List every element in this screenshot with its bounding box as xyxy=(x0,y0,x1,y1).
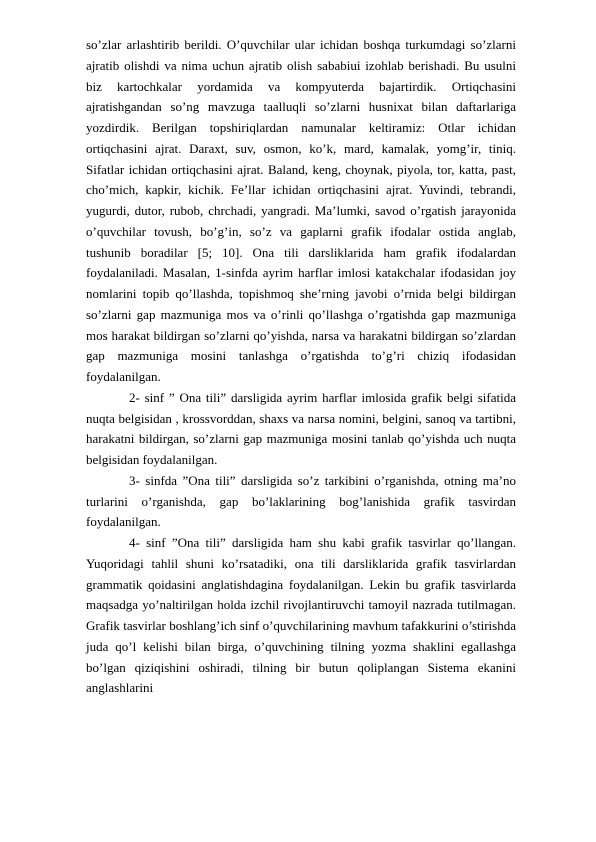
paragraph-grade-4: 4- sinf ”Ona tili” darsligida ham shu kabi grafik tasvirlar qo’llangan. Yuqoridagi tahlil shuni ko’rsatadiki, ona tili darsliklarida grafik tasvirlardan grammatik qoidasini anglatishdagina foydalanilgan. Lekin bu grafik tasvirlarda maqsadga yo’naltirilgan holda izchil rivojlantiruvchi tamoyil nazrada tutilmagan. Grafik tasvirlar boshlang’ich sinf o’quvchilarining mavhum tafakkurini o’stirishda juda qo’l kelishi bilan birga, o’quvchining tilning yozma shaklini egallashga bo’lgan qiziqishini oshiradi, tilning bir butun qoliplangan Sistema ekanini anglashlarini xyxy=(86,535,516,696)
document-page xyxy=(86,35,516,699)
paragraph-grade-3: 3- sinfda ”Ona tili” darsligida so’z tarkibini o’rganishda, otning ma’no turlarini o’rganishda, gap bo’laklarining bog’lanishida grafik tasvirdan foydalanilgan. xyxy=(86,472,516,530)
paragraph-continuation: so’zlar arlashtirib berildi. O’quvchilar ular ichidan boshqa turkumdagi so’zlarni ajratib olishdi va nima uchun ajratib olish sababiui izohlab berishadi. Bu usulni biz kartochkalar yordamida va kompyuterda bajartirdik. Ortiqchasini ajratishgandan so’ng mavzuga taalluqli so’zlarni husnixat bilan daftarlariga yozdirdik. Berilgan topshiriqlardan namunalar keltiramiz: Otlar ichidan ortiqchasini ajrat. Daraxt, suv, osmon, ko’k, mard, kamalak, yomg’ir, tiniq. Sifatlar ichidan ortiqchasini ajrat. Baland, keng, choynak, piyola, tor, katta, past, cho’mich, kapkir, kichik. Fe’llar ichidan ortiqchasini ajrat. Yuvindi, tebrandi, yugurdi, dutor, rubob, chrchadi, yangradi. Ma’lumki, savod o’rgatish jarayonida o’quvchilar tovush, bo’g’in, so’z va gaplarni grafik ifodalar ostida anglab, tushunib boradilar [5; 10]. Ona tili darsliklarida ham grafik ifodalardan foydalaniladi. Masalan, 1-sinfda ayrim harflar imlosi katakchalar ifodasidan joy nomlarini topib qo’llashda, topishmoq she’rning javobi o’rnida belgi bildirgan so’zlarni gap mazmuniga mos va o’rinli qo’llashga o’rgatishda gap mazmuniga mos harakat bildirgan so’zlarni qo’yishda, narsa va harakatni bildirgan so’zlardan gap mazmuniga mosini tanlashga o’rgatishda to’g’ri chiziq ifodasidan foydalanilgan. xyxy=(86,37,516,384)
paragraph-grade-2: 2- sinf ” Ona tili” darsligida ayrim harflar imlosida grafik belgi sifatida nuqta belgisidan , krossvorddan, shaxs va narsa nomini, belgini, sanoq va tartibni, harakatni bildirgan, so’zlarni gap mazmuniga mosini tanlab qo’yishda uch nuqta belgisidan foydalanilgan. xyxy=(86,389,516,467)
